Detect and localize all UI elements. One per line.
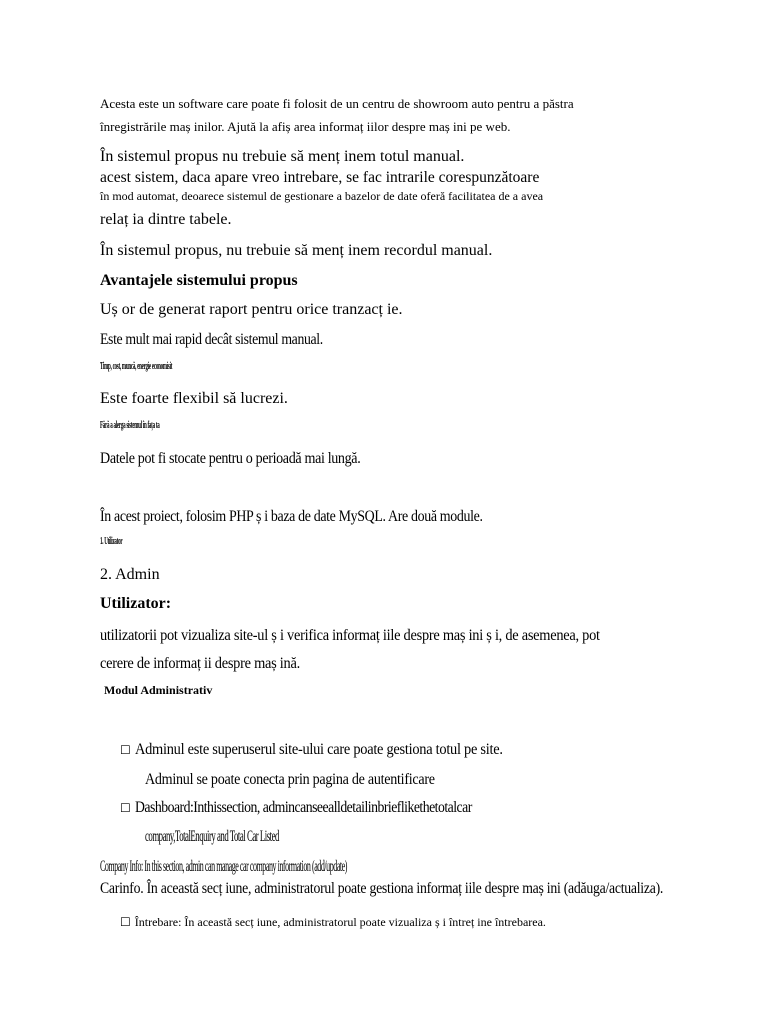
- condensed-text: Datele pot fi stocate pentru o perioadă mai lungă.: [100, 450, 361, 467]
- list-item: [100, 859, 594, 875]
- paragraph-line: relaț ia dintre tabele.: [100, 211, 232, 228]
- paragraph-line: [100, 509, 540, 525]
- condensed-text: 1. Utilizator: [100, 536, 123, 547]
- paragraph-line: în mod automat, deoarece sistemul de gestionare a bazelor de date oferă facilitatea de a avea: [100, 189, 544, 203]
- condensed-text: company,TotalEnquiry and Total Car Listed: [145, 828, 279, 845]
- checkbox-icon: ☐: [120, 915, 131, 929]
- paragraph-line: În sistemul propus nu trebuie să menț inem totul manual.: [100, 148, 465, 165]
- paragraph-line: [100, 332, 359, 348]
- condensed-text: Adminul se poate conecta prin pagina de autentificare: [145, 771, 435, 788]
- section-heading: Modul Administrativ: [104, 683, 213, 697]
- condensed-text: Dashboard:Inthissection, admincanseealldetailinbrieflikethetotalcar: [134, 799, 472, 816]
- list-item-text: Întrebare: În această secț iune, administratorul poate vizualiza ș i întreț ine întrebarea.: [134, 915, 546, 929]
- list-item: [120, 800, 526, 816]
- paragraph-line: [100, 421, 219, 431]
- paragraph-line: acest sistem, daca apare vreo intrebare, se fac intrarile corespunzătoare: [100, 169, 540, 186]
- paragraph-line: Acesta este un software care poate fi folosit de un centru de showroom auto pentru a păstra: [100, 96, 574, 111]
- condensed-text: În acest proiect, folosim PHP ș i baza de date MySQL. Are două module.: [100, 508, 483, 525]
- list-item: [145, 772, 474, 788]
- paragraph-line: [100, 656, 322, 672]
- list-item: [120, 916, 546, 928]
- condensed-text: cerere de informaț ii despre maș ină.: [100, 655, 300, 672]
- condensed-text: Company Info: In this section, admin can manage car company information (add/update): [100, 858, 348, 875]
- paragraph-line: Este foarte flexibil să lucrezi.: [100, 390, 288, 407]
- section-heading: Utilizator:: [100, 595, 172, 612]
- list-item: 2. Admin: [100, 566, 160, 583]
- condensed-text: Timp, cost, muncă, energie economisit: [100, 361, 173, 372]
- condensed-text: utilizatorii pot vizualiza site-ul ș i verifica informaț iile despre maș ini ș i, de asemenea, pot: [100, 627, 600, 644]
- condensed-text: Este mult mai rapid decât sistemul manual.: [100, 331, 323, 348]
- paragraph-line: [100, 362, 244, 372]
- condensed-text: Fără a alerga sistemul în fața ta: [100, 420, 160, 431]
- condensed-text: Carinfo. În această secț iune, administratorul poate gestiona informaț iile despre maș ini (adăuga/actualiza).: [100, 880, 664, 897]
- checkbox-icon: ☐: [120, 801, 131, 815]
- section-heading: Avantajele sistemului propus: [100, 272, 298, 289]
- list-item: [100, 881, 755, 897]
- paragraph-line: [100, 628, 655, 644]
- paragraph-line: Uș or de generat raport pentru orice tranzacț ie.: [100, 301, 403, 318]
- list-item: [145, 829, 388, 845]
- paragraph-line: înregistrările maș inilor. Ajută la afiș area informaț iilor despre maș ini pe web.: [100, 119, 511, 134]
- paragraph-line: În sistemul propus, nu trebuie să menț inem recordul manual.: [100, 242, 493, 259]
- condensed-text: Adminul este superuserul site-ului care poate gestiona totul pe site.: [134, 741, 503, 758]
- checkbox-icon: ☐: [120, 743, 131, 757]
- list-item: [100, 537, 145, 547]
- paragraph-line: [100, 451, 396, 467]
- list-item: [120, 742, 543, 758]
